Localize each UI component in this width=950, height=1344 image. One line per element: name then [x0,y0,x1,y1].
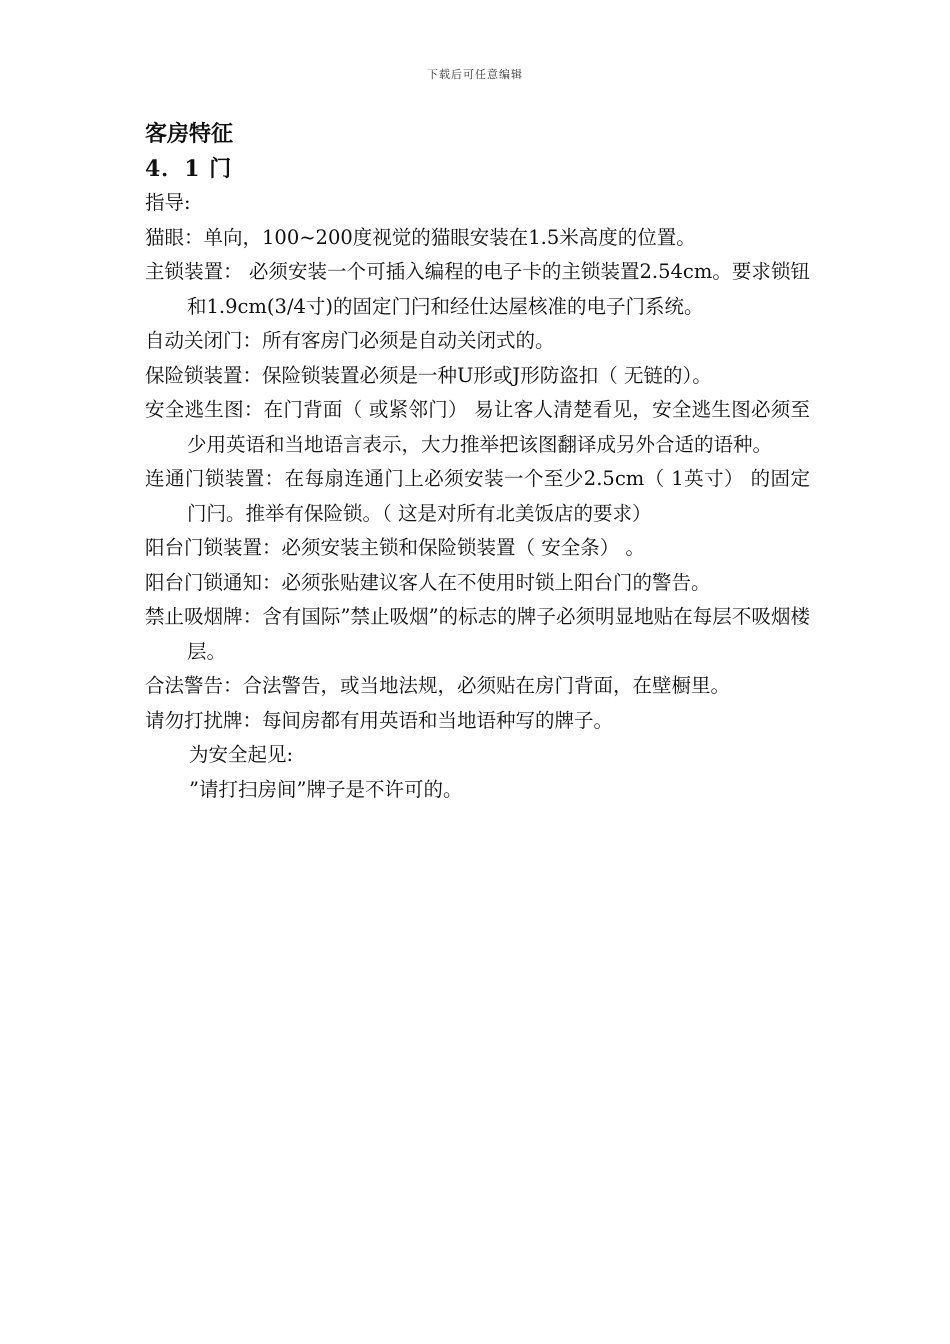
paragraph-escape-map: 安全逃生图：在门背面（ 或紧邻门） 易让客人清楚看见，安全逃生图必须至少用英语和当地语言表示，大力推举把该图翻译成另外合适的语种。 [145,398,810,456]
paragraph-do-not-disturb-sign: 请勿打扰牌：每间房都有用英语和当地语种写的牌子。 [145,708,614,732]
document-body [145,118,810,807]
paragraph-no-smoking-sign: 禁止吸烟牌：含有国际”禁止吸烟”的标志的牌子必须明显地贴在每层不吸烟楼层。 [145,605,810,663]
paragraph-balcony-door-lock: 阳台门锁装置：必须安装主锁和保险锁装置（ 安全条） 。 [145,536,645,559]
subsection-title: 4．1 门 [145,156,233,182]
paragraph-guidance: 指导: [145,191,191,214]
paragraph-safety-lock: 保险锁装置：保险锁装置必须是一种U形或J形防盗扣（ 无链的）。 [145,363,712,387]
page-header-note: 下载后可任意编辑 [427,68,523,81]
paragraph-peephole: 猫眼：单向，100~200度视觉的猫眼安装在1.5米高度的位置。 [145,225,696,249]
paragraph-connecting-door-lock: 连通门锁装置：在每扇连通门上必须安装一个至少2.5cm（ 1英寸） 的固定门闩。推举有保险锁。（ 这是对所有北美饭店的要求） [145,467,810,525]
paragraph-main-lock: 主锁装置： 必须安装一个可插入编程的电子卡的主锁装置2.54cm。要求锁钮和1.9cm(3/4寸)的固定门闩和经仕达屋核准的电子门系统。 [145,260,810,318]
indented-line-safety: 为安全起见: [189,743,294,766]
paragraph-legal-warning: 合法警告：合法警告，或当地法规，必须贴在房门背面，在壁橱里。 [145,674,731,697]
section-title: 客房特征 [145,122,234,147]
indented-line-clean-room-sign: ”请打扫房间”牌子是不许可的。 [189,777,463,801]
paragraph-balcony-door-notice: 阳台门锁通知：必须张贴建议客人在不使用时锁上阳台门的警告。 [145,570,711,594]
paragraph-auto-close-door: 自动关闭门：所有客房门必须是自动关闭式的。 [145,329,555,352]
